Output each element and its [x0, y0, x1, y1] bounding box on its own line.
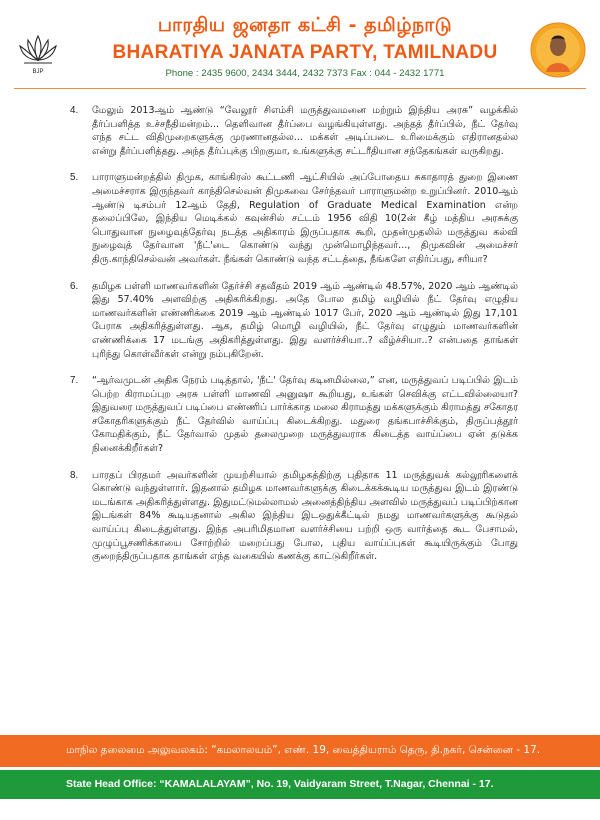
list-item: [70, 104, 518, 158]
item-text: பாரதப் பிரதமர் அவர்களின் முயற்சியால் தமிழகத்திற்கு புதிதாக 11 மருத்துவக் கல்லூரிகளைக் கொண்டு வந்துள்ளார். இதனால் தமிழக மாணவர்களுக்கு கிடைக்கக்கூடிய மருத்துவ இடம் இரண்டு மடங்காக அதிகரித்துள்ளது. இதுமட்டுமல்லாமல் அனைத்திந்திய அளவில் மருத்துவப் படிப்பிற்கான இடங்கள் 84% கூடியதனால் அகில இந்திய இடஒதுக்கீட்டில் நமது மாணவர்களுக்கு கூடுதல் வாய்ப்பு கிடைத்துள்ளது. இந்த அபரிமிதமான வளர்ச்சியை பற்றி ஒரு வார்த்தை கூட பேசாமல், முழுப்பூசணிக்காயை சோற்றில் மறைப்பது போல, புதிய வாய்ப்புகள் கூடியிருக்கும் போது குறைந்திருப்பதாக தாங்கள் எந்த வகையில் கணக்கு காட்டுகிறீர்கள்.: [92, 469, 518, 563]
item-number: 8.: [70, 469, 79, 481]
letterhead: [0, 0, 600, 96]
letter-body: [70, 104, 518, 577]
party-name-english: BHARATIYA JANATA PARTY, TAMILNADU: [112, 42, 498, 63]
leader-portrait-icon: [530, 22, 586, 78]
list-item: [70, 469, 518, 564]
item-number: 4.: [70, 105, 79, 116]
item-number: 5.: [70, 172, 79, 184]
item-text: பாராளுமன்றத்தில் திமுக, காங்கிரஸ் கூட்டணி ஆட்சியில் அப்போதைய சுகாதாரத் துறை இணை அமைச்சராக இருந்தவர் காந்திசெல்வன் திமுகவை சேர்ந்தவர் பாராளுமன்ற உறுப்பினர். 2010ஆம் ஆண்டு டிசம்பர் 12ஆம் தேதி, Regulation of Graduate Medical Examination என்ற தலைப்பிலே, இந்திய மெடிக்கல் கவுன்சில் சட்டம் 1956 விதி 10(2ன் கீழ் மத்திய அரசுக்கு பொதுவான நுழைவுத்தேர்வு நடத்த அதிகாரம் இருப்பதாக கூறி, முதன்முதலில் மருத்துவ கல்வி நுழைவுத் தேர்வான 'நீட்'டை கொண்டு வந்து முன்மொழிந்தவர்..., திமுகவின் அமைச்சர் திரு.காந்திசெல்வன் அவர்கள். நீங்கள் கொண்டு வந்த சட்டத்தை, நீங்களே எதிர்ப்பது, சரியா?: [92, 172, 518, 265]
item-text: தமிழக பள்ளி மாணவர்களின் தேர்ச்சி சதவீதம் 2019 ஆம் ஆண்டில் 48.57%, 2020 ஆம் ஆண்டில் இது 57.40% அளவிற்கு அதிகரிக்கிறது. அதே போல தமிழ் வழியில் நீட் தேர்வு எழுதிய மாணவர்களின் எண்ணிக்கை 2019 ஆம் ஆண்டில் 1017 பேர், 2020 ஆம் ஆண்டில் இது 17,101 பேராக அதிகரித்துள்ளது. ஆக, தமிழ் மொழி வழியில், நீட் தேர்வு எழுதும் மாணவர்களின் எண்ணிக்கை 17 மடங்கு அதிகரித்துள்ளது. இது வளர்ச்சியா..? வீழ்ச்சியா..? என்பதை தாங்கள் புரிந்து கொள்வீர்கள் என்று நம்புகிறேன்.: [92, 280, 518, 360]
contact-line: Phone : 2435 9600, 2434 3444, 2432 7373 Fax : 044 - 2432 1771: [165, 68, 445, 79]
item-number: 7.: [70, 375, 79, 387]
list-item: [70, 171, 518, 266]
item-text: மேலும் 2013ஆம் ஆண்டு “வேலூர் சிஎம்சி மருத்துவமனை மற்றும் இந்திய அரசு” வழக்கில் தீர்ப்பளித்த உச்சநீதிமன்றம்... தெளிவான தீர்ப்பை வழங்கியுள்ளது. அந்தத் தீர்ப்பில், நீட் தேர்வு எந்த சட்ட விதிமுறைகளுக்கு முரணானதல்ல... மக்கள் அடிப்படை உரிமைக்கும் எதிரானதல்ல என்று தீர்ப்பளித்தது. அந்த தீர்ப்புக்கு பிறகுமா, உங்களுக்கு சட்டரீதியான சந்தேகங்கள் வருகிறது.: [92, 105, 518, 157]
list-item: [70, 280, 518, 362]
bjp-lotus-logo-icon: [18, 30, 58, 78]
header-divider: [14, 88, 586, 89]
party-name-tamil: பாரதிய ஜனதா கட்சி - தமிழ்நாடு: [157, 14, 453, 36]
page-margin: [0, 799, 600, 820]
list-item: [70, 374, 518, 456]
office-address-english: State Head Office: “KAMALALAYAM”, No. 19, Vaidyaram Street, T.Nagar, Chennai - 17.: [66, 778, 494, 790]
logo-caption: BJP: [32, 69, 44, 75]
item-text: “ஆர்வமுடன் அதிக நேரம் படித்தால், 'நீட்' தேர்வு கடினமில்லை,” என, மருத்துவப் படிப்பில் இடம் பெற்ற கிராமப்புற அரசு பள்ளி மாணவி அனுஷா கூறியது, உங்கள் செவிக்கு எட்டவில்லையா? இதுவரை மருத்துவப் படிப்பை எண்ணிப் பார்க்காத மலை கிராமத்து மக்களுக்கும் கிராமத்து சகோதர சகோதரிகளுக்கும் நீட் தேர்வில் வாய்ப்பு கிடைக்கிறது. மதுரை தங்கபாச்சிக்கும், திருப்பத்தூர் கோமதிக்கும், நீட் தேர்வால் முதல் தலைமுறை மருத்துவராக கிடைத்த வாய்ப்பை ஏன் தடுக்க நினைக்கிறீர்கள்?: [92, 375, 518, 455]
item-number: 6.: [70, 280, 79, 292]
office-address-tamil: மாநில தலைமை அலுவலகம்: “கமலாலயம்”, எண். 19, வைத்தியராம் தெரு, தி.நகர், சென்னை - 17.: [66, 744, 541, 756]
office-footer: [0, 735, 600, 799]
